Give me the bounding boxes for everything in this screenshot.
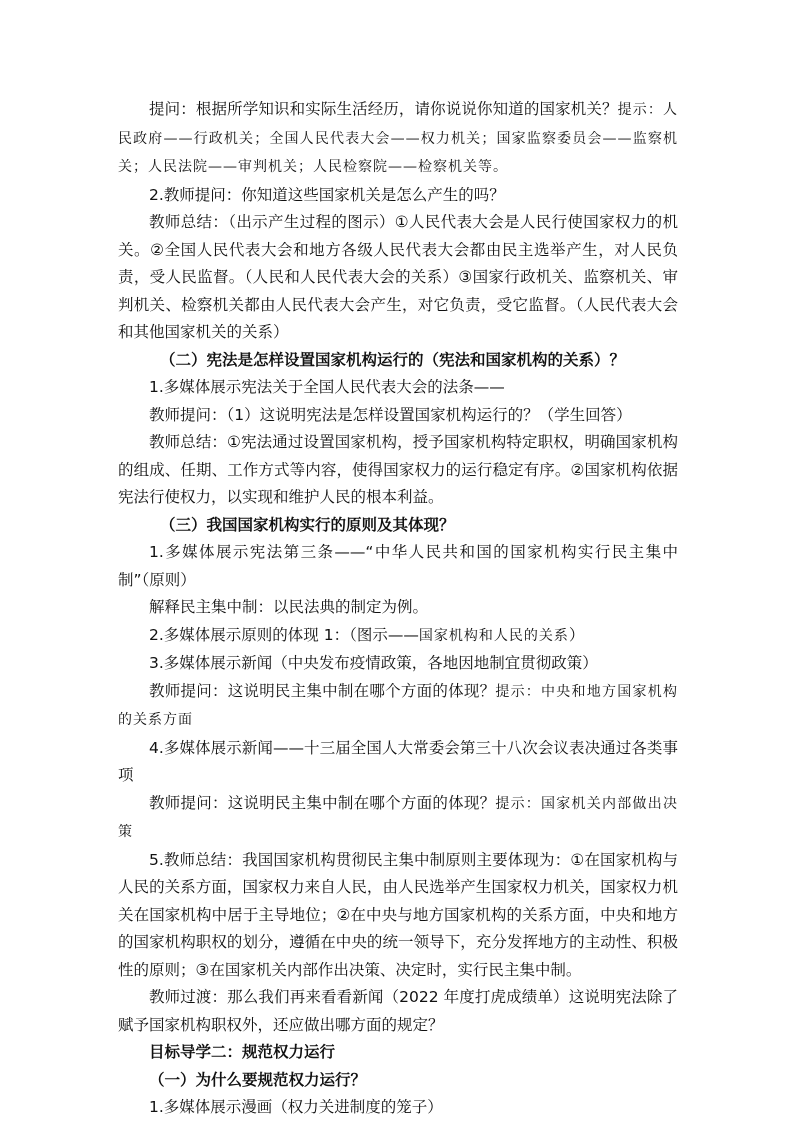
paragraph: 4.多媒体展示新闻——十三届全国人大常委会第三十八次会议表决通过各类事项 xyxy=(118,738,678,784)
paragraph-text: 提问：根据所学知识和实际生活经历，请你说说你知道的国家机关？ xyxy=(149,100,618,118)
section-heading: （一）为什么要规范权力运行？ xyxy=(149,1070,367,1089)
paragraph: 3.多媒体展示新闻（中央发布疫情政策，各地因地制宜贯彻政策） xyxy=(149,654,598,672)
section-heading: （三）我国国家机构实行的原则及其体现？ xyxy=(160,515,455,534)
paragraph: 1.多媒体展示漫画（权力关进制度的笼子） xyxy=(149,1098,443,1116)
paragraph: 教师提问：（1）这说明宪法是怎样设置国家机构运行的？（学生回答） xyxy=(149,405,632,424)
paragraph: 1.多媒体展示宪法第三条——“中华人民共和国的国家机构实行民主集中制”（原则） xyxy=(118,543,678,589)
paragraph-text: 教师提问：这说明民主集中制在哪个方面的体现？ xyxy=(149,681,496,700)
hint-text: 提示：国家机关内部做出决策 xyxy=(118,795,678,840)
section-heading: （二）宪法是怎样设置国家机构运行的（宪法和国家机构的关系）？ xyxy=(160,350,626,369)
hint-text: 提示：中央和地方国家机构的关系方面 xyxy=(118,683,678,728)
paragraph: 教师总结：（出示产生过程的图示）①人民代表大会是人民行使国家权力的机关。②全国人民代表大会和地方各级人民代表大会都由民主选举产生，对人民负责，受人民监督。（人民和人民代表大会的关系）③国家行政机关、监察机关、审判机关、检察机关都由人民代表大会产生，对它负责，受它监督。（人民代表大会和其他国家机关的关系） xyxy=(118,213,678,341)
paragraph: 2.教师提问：你知道这些国家机关是怎么产生的吗？ xyxy=(149,185,505,204)
paragraph xyxy=(118,678,678,735)
paragraph: 5.教师总结：我国国家机构贯彻民主集中制原则主要体现为：①在国家机构与人民的关系方面，国家权力来自人民，由人民选举产生国家权力机关，国家权力机关在国家机构中居于主导地位；②在中央与地方国家机构的关系方面，中央和地方的国家机构职权的划分，遵循在中央的统一领导下，充分发挥地方的主动性、积极性的原则；③在国家机关内部作出决策、决定时，实行民主集中制。 xyxy=(118,850,678,979)
paragraph xyxy=(118,790,678,847)
question-paragraph xyxy=(118,96,678,182)
document-page xyxy=(118,96,678,1122)
paragraph: 1.多媒体展示宪法关于全国人民代表大会的法条—— xyxy=(149,378,505,396)
hint-text: 提示：人民政府——行政机关；全国人民代表大会——权力机关；国家监察委员会——监察机关；人民法院——审判机关；人民检察院——检察机关等。 xyxy=(118,102,678,175)
paragraph: 教师总结：①宪法通过设置国家机构，授予国家机构特定职权，明确国家机构的组成、任期、工作方式等内容，使得国家权力的运行稳定有序。②国家机构依据宪法行使权力，以实现和维护人民的根本利益。 xyxy=(118,433,678,506)
paragraph: 教师过渡：那么我们再来看看新闻（2022 年度打虎成绩单）这说明宪法除了赋予国家机构职权外，还应做出哪方面的规定？ xyxy=(118,988,678,1034)
goal-heading: 目标导学二：规范权力运行 xyxy=(149,1043,336,1061)
paragraph xyxy=(118,622,678,651)
paragraph: 解释民主集中制：以民法典的制定为例。 xyxy=(149,598,429,616)
hint-text: 国家机构和人民的关系 xyxy=(418,627,569,644)
paragraph-text: 教师提问：这说明民主集中制在哪个方面的体现？ xyxy=(149,793,496,812)
paragraph-text: 2.多媒体展示原则的体现 1：（图示—— xyxy=(149,625,419,644)
paragraph-text: ） xyxy=(568,625,585,644)
